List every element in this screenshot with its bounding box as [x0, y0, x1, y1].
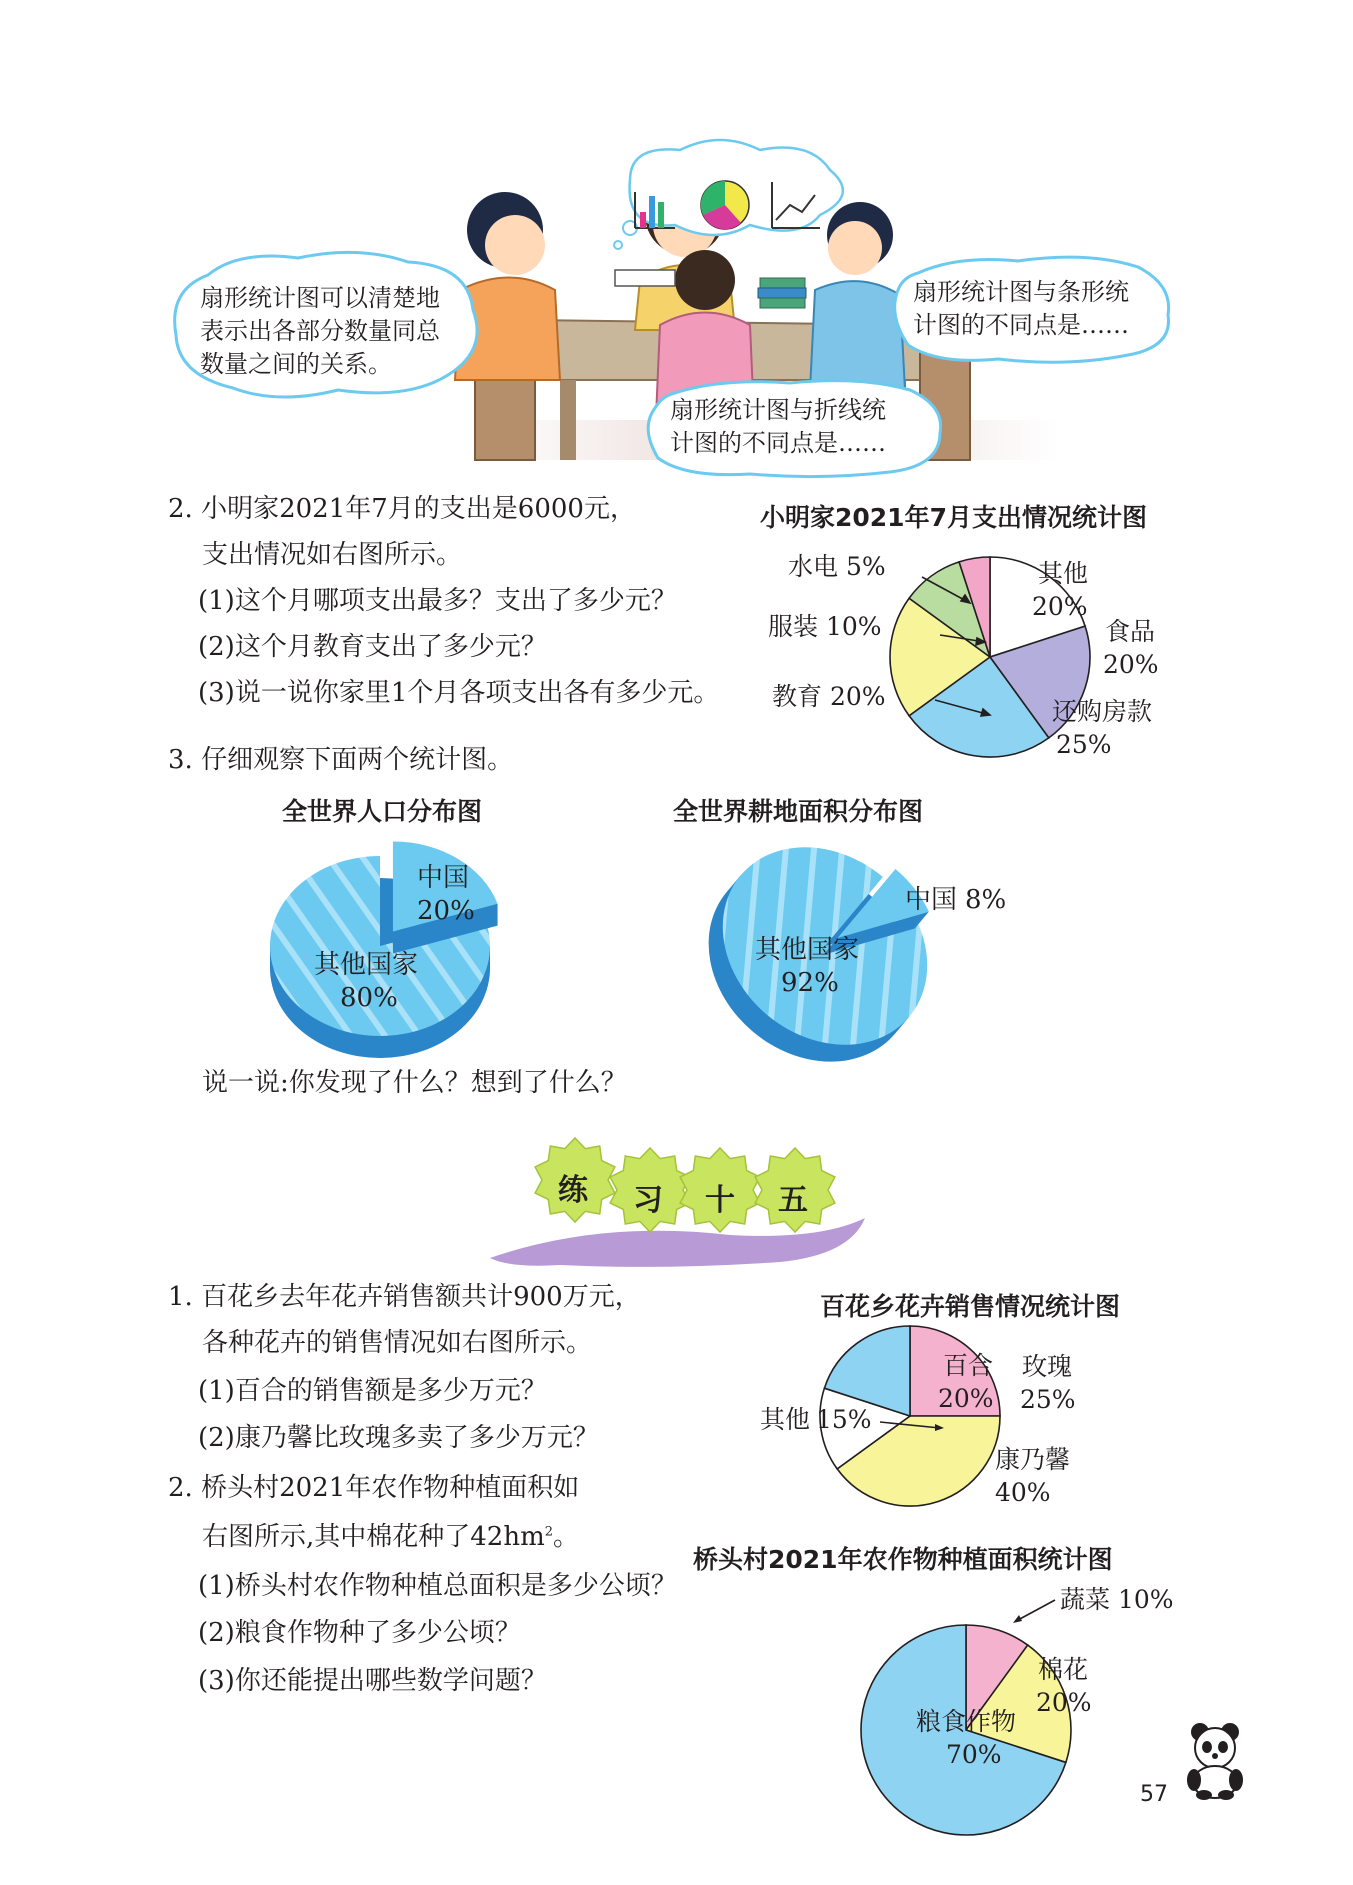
slice-label: 中国 [417, 863, 470, 893]
slice-label: 服装 [768, 612, 819, 641]
chart-title: 全世界耕地面积分布图 [673, 797, 924, 826]
ex-q2-line2 [202, 1524, 579, 1550]
slice-label: 粮食作物 [916, 1707, 1017, 1736]
speech-bubble-left [200, 282, 440, 381]
q2-sub1: (1)这个月哪项支出最多？支出了多少元？ [198, 586, 677, 616]
slice-label: 蔬菜 [1060, 1585, 1111, 1614]
slice-label: 25% [1020, 1385, 1076, 1414]
slice-label: 40% [995, 1478, 1051, 1507]
slice-label: 10% [826, 612, 882, 641]
bubble-line: 扇形统计图可以清楚地 [200, 284, 440, 312]
ex-q2-sub2: (2)粮食作物种了多少公顷？ [198, 1618, 521, 1648]
chart-title: 全世界人口分布图 [282, 797, 483, 826]
q3-line: 3. 仔细观察下面两个统计图。 [168, 745, 514, 775]
panda-icon [1180, 1720, 1250, 1800]
q3-discuss: 说一说:你发现了什么？想到了什么？ [202, 1068, 627, 1098]
slice-label: 康乃馨 [995, 1445, 1071, 1474]
ex-q1-line1: 1. 百花乡去年花卉销售额共计900万元， [168, 1282, 641, 1312]
slice-label: 其他 [1038, 559, 1089, 588]
slice-label: 棉花 [1038, 1655, 1089, 1684]
farmland-pie-chart [715, 828, 1035, 1058]
slice-label: 70% [946, 1740, 1002, 1769]
bubble-line: 扇形统计图与折线统 [670, 396, 886, 424]
chart-title: 桥头村2021年农作物种植面积统计图 [693, 1545, 1113, 1574]
q2-line1: 2. 小明家2021年7月的支出是6000元， [168, 494, 636, 524]
slice-label: 15% [816, 1405, 872, 1434]
slice-label: 20% [417, 896, 475, 926]
ex-q1-sub1: (1)百合的销售额是多少万元？ [198, 1376, 547, 1406]
slice-label: 25% [1056, 730, 1112, 759]
ex-q2-sub3: (3)你还能提出哪些数学问题？ [198, 1666, 547, 1696]
page-number: 57 [1140, 1782, 1168, 1807]
slice-label: 10% [1118, 1585, 1174, 1614]
q2-sub2: (2)这个月教育支出了多少元？ [198, 632, 547, 662]
chart-title: 小明家2021年7月支出情况统计图 [760, 503, 1147, 532]
slice-label: 教育 [772, 682, 823, 711]
slice-label: 还购房款 [1052, 697, 1153, 726]
bubble-line: 数量之间的关系。 [200, 350, 392, 378]
slice-label: 20% [1032, 592, 1088, 621]
slice-label: 水电 [788, 552, 839, 581]
crop-area-pie-chart [880, 1580, 1200, 1850]
pie-chart-icon [701, 181, 749, 229]
title-char: 五 [778, 1183, 808, 1218]
q2-line2: 支出情况如右图所示。 [202, 540, 463, 570]
slice-label: 玫瑰 [1022, 1352, 1073, 1381]
slice-label: 20% [1036, 1688, 1092, 1717]
slice-label: 20% [830, 682, 886, 711]
q2-sub3: (3)说一说你家里1个月各项支出各有多少元。 [198, 678, 720, 708]
ex-q1-sub2: (2)康乃馨比玫瑰多卖了多少万元？ [198, 1423, 599, 1453]
speech-bubble-bottom [670, 394, 886, 460]
ex-q1-line2: 各种花卉的销售情况如右图所示。 [202, 1328, 593, 1358]
slice-label: 其他 [760, 1405, 811, 1434]
ex-q2-sup: 2 [544, 1524, 554, 1540]
slice-label: 20% [1103, 650, 1159, 679]
slice-label: 食品 [1105, 617, 1156, 646]
flower-sales-pie-chart [760, 1318, 1140, 1528]
ex-q2-line2a: 右图所示,其中棉花种了42hm [202, 1522, 545, 1552]
bubble-line: 表示出各部分数量同总 [200, 317, 440, 345]
ex-q2-line1: 2. 桥头村2021年农作物种植面积如 [168, 1473, 580, 1503]
title-char: 习 [633, 1183, 663, 1218]
bubble-line: 计图的不同点是…… [670, 429, 886, 457]
speech-bubble-right [913, 276, 1129, 342]
slice-label: 中国 [905, 885, 958, 915]
exercise-banner [480, 1140, 880, 1290]
slice-label: 80% [340, 983, 398, 1013]
ex-q2-line2b: 。 [553, 1522, 580, 1552]
chart-title: 百花乡花卉销售情况统计图 [820, 1292, 1121, 1321]
ex-q2-sub1: (1)桥头村农作物种植总面积是多少公顷？ [198, 1571, 677, 1601]
slice-label: 5% [846, 552, 886, 581]
population-pie-chart [270, 828, 530, 1058]
slice-label: 20% [938, 1384, 994, 1413]
slice-label: 其他国家 [314, 950, 419, 980]
slice-label: 百合 [943, 1351, 994, 1380]
slice-label: 其他国家 [755, 935, 860, 965]
slice-label: 8% [965, 885, 1007, 915]
expense-pie-chart [768, 540, 1180, 790]
title-char: 十 [705, 1183, 735, 1218]
bubble-line: 计图的不同点是…… [913, 311, 1129, 339]
slice-label: 92% [781, 968, 839, 998]
title-char: 练 [558, 1173, 588, 1208]
bubble-line: 扇形统计图与条形统 [913, 278, 1129, 306]
